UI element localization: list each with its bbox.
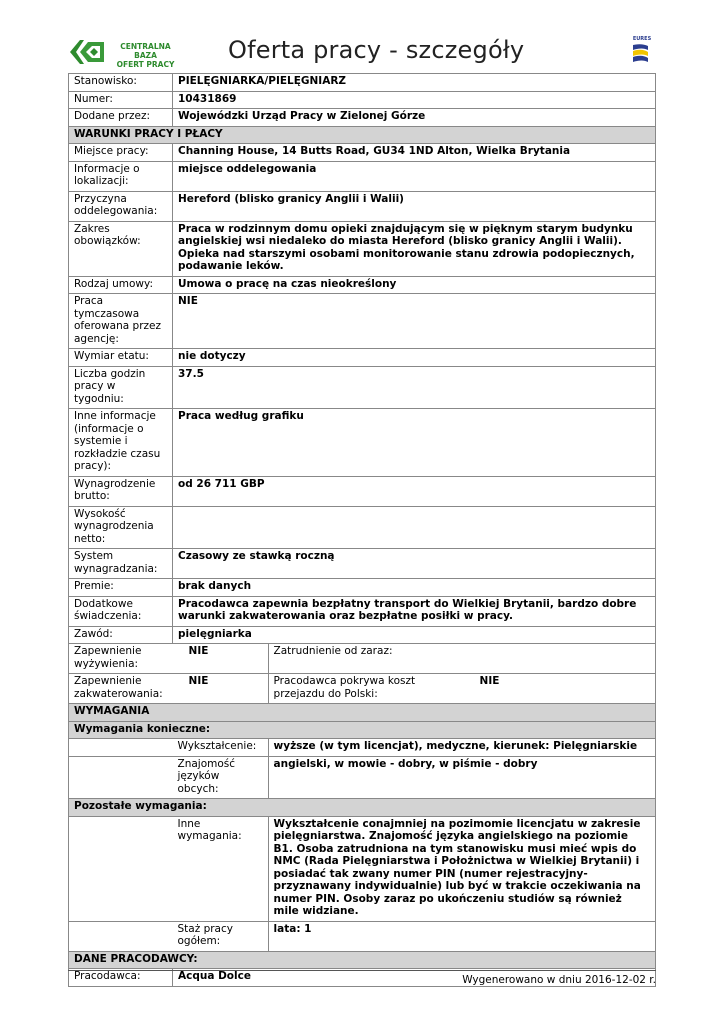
row-przyczyna bbox=[69, 191, 656, 221]
label-przyczyna: Przyczyna oddelegowania: bbox=[69, 191, 173, 221]
section-wymagania-title: WYMAGANIA bbox=[69, 704, 656, 722]
section-warunki bbox=[69, 126, 656, 144]
label-premie: Premie: bbox=[69, 579, 173, 597]
value-inne-info: Praca według grafiku bbox=[173, 409, 656, 477]
section-warunki-title: WARUNKI PRACY I PŁACY bbox=[69, 126, 656, 144]
value-jezyki: angielski, w mowie - dobry, w piśmie - dobry bbox=[268, 756, 655, 799]
value-miejsce: Channing House, 14 Butts Road, GU34 1ND Alton, Wielka Brytania bbox=[173, 144, 656, 162]
value-informacje-lok: miejsce oddelegowania bbox=[173, 161, 656, 191]
label-wymiar: Wymiar etatu: bbox=[69, 349, 173, 367]
label-zatrudnienie: Zatrudnienie od zaraz: bbox=[268, 644, 475, 674]
label-stanowisko: Stanowisko: bbox=[69, 74, 173, 92]
row-numer bbox=[69, 91, 656, 109]
row-inne-wym bbox=[69, 816, 656, 921]
value-stanowisko: PIELĘGNIARKA/PIELĘGNIARZ bbox=[173, 74, 656, 92]
row-dodane bbox=[69, 109, 656, 127]
section-pozostale bbox=[69, 799, 656, 817]
value-dodatkowe: Pracodawca zapewnia bezpłatny transport do Wielkiej Brytanii, bardzo dobre warunki zakwaterowania oraz bezpłatne posiłki w pracy. bbox=[173, 596, 656, 626]
cbop-logo bbox=[68, 38, 183, 69]
value-brutto: od 26 711 GBP bbox=[173, 476, 656, 506]
section-pozostale-title: Pozostałe wymagania: bbox=[69, 799, 656, 817]
label-zakwaterowanie: Zapewnienie zakwaterowania: bbox=[69, 674, 184, 704]
row-wyksztalcenie bbox=[69, 739, 656, 757]
section-wymagania bbox=[69, 704, 656, 722]
label-informacje-lok: Informacje o lokalizacji: bbox=[69, 161, 173, 191]
value-zakwaterowanie: NIE bbox=[184, 674, 269, 704]
eures-label: EURES bbox=[632, 36, 652, 42]
footer-generated: Wygenerowano w dniu 2016-12-02 r. bbox=[462, 974, 656, 986]
label-staz: Staż pracy ogółem: bbox=[173, 921, 269, 951]
section-konieczne bbox=[69, 721, 656, 739]
label-inne-wym: Inne wymagania: bbox=[173, 816, 269, 921]
row-inne-info bbox=[69, 409, 656, 477]
row-brutto bbox=[69, 476, 656, 506]
row-zakwaterowanie bbox=[69, 674, 656, 704]
offer-details-table bbox=[68, 73, 656, 987]
row-staz bbox=[69, 921, 656, 951]
label-numer: Numer: bbox=[69, 91, 173, 109]
label-zakres: Zakres obowiązków: bbox=[69, 221, 173, 276]
label-jezyki: Znajomość języków obcych: bbox=[173, 756, 269, 799]
indent-cell bbox=[69, 756, 173, 799]
row-jezyki bbox=[69, 756, 656, 799]
value-rodzaj: Umowa o pracę na czas nieokreślony bbox=[173, 276, 656, 294]
value-przyczyna: Hereford (blisko granicy Anglii i Walii) bbox=[173, 191, 656, 221]
value-dodane: Wojewódzki Urząd Pracy w Zielonej Górze bbox=[173, 109, 656, 127]
row-system bbox=[69, 549, 656, 579]
indent-cell bbox=[69, 739, 173, 757]
value-przejazd: NIE bbox=[475, 674, 656, 704]
indent-cell bbox=[69, 816, 173, 921]
row-godziny bbox=[69, 366, 656, 409]
logo-line1: CENTRALNA BAZA bbox=[120, 42, 171, 60]
row-netto bbox=[69, 506, 656, 549]
value-zatrudnienie bbox=[475, 644, 656, 674]
label-miejsce: Miejsce pracy: bbox=[69, 144, 173, 162]
label-godziny: Liczba godzin pracy w tygodniu: bbox=[69, 366, 173, 409]
label-system: System wynagradzania: bbox=[69, 549, 173, 579]
value-zakres: Praca w rodzinnym domu opieki znajdującym się w pięknym starym budynku angielskiej wsi niedaleko do miasta Hereford (blisko granicy Anglii i Walii). Opieka nad starszymi osobami monitorowanie stanu zdrowia podopiecznych, podawanie leków. bbox=[173, 221, 656, 276]
value-zawod: pielęgniarka bbox=[173, 626, 656, 644]
row-rodzaj bbox=[69, 276, 656, 294]
row-miejsce bbox=[69, 144, 656, 162]
eures-icon bbox=[630, 42, 654, 66]
row-zawod bbox=[69, 626, 656, 644]
row-zakres bbox=[69, 221, 656, 276]
label-wyksztalcenie: Wykształcenie: bbox=[173, 739, 269, 757]
row-wyzywienie bbox=[69, 644, 656, 674]
value-staz: lata: 1 bbox=[268, 921, 655, 951]
row-premie bbox=[69, 579, 656, 597]
label-rodzaj: Rodzaj umowy: bbox=[69, 276, 173, 294]
row-dodatkowe bbox=[69, 596, 656, 626]
page-title: Oferta pracy - szczegóły bbox=[228, 36, 525, 64]
label-przejazd: Pracodawca pokrywa koszt przejazdu do Polski: bbox=[268, 674, 475, 704]
value-premie: brak danych bbox=[173, 579, 656, 597]
label-dodatkowe: Dodatkowe świadczenia: bbox=[69, 596, 173, 626]
row-tymczasowa bbox=[69, 294, 656, 349]
value-godziny: 37.5 bbox=[173, 366, 656, 409]
label-dodane: Dodane przez: bbox=[69, 109, 173, 127]
row-stanowisko bbox=[69, 74, 656, 92]
cbop-logo-icon bbox=[68, 38, 106, 66]
label-zawod: Zawód: bbox=[69, 626, 173, 644]
row-wymiar bbox=[69, 349, 656, 367]
value-inne-wym: Wykształcenie conajmniej na pozimomie licencjatu w zakresie pielęgniarstwa. Znajomość języka angielskiego na poziomie B1. Osoba zatrudniona na tym stanowisku musi mieć wpis do NMC (Rada Pielęgniarstwa i Położnictwa w Wielkiej Brytanii) i posiadać tak zwany numer PIN (numer rejestracyjny-przyznawany indywidualnie) lub być w trakcie oczekiwania na numer PIN. Osoby zaraz po ukończeniu studiów są również mile widziane. bbox=[268, 816, 655, 921]
label-tymczasowa: Praca tymczasowa oferowana przez agencję: bbox=[69, 294, 173, 349]
label-brutto: Wynagrodzenie brutto: bbox=[69, 476, 173, 506]
page-header bbox=[68, 32, 656, 76]
section-konieczne-title: Wymagania konieczne: bbox=[69, 721, 656, 739]
label-wyzywienie: Zapewnienie wyżywienia: bbox=[69, 644, 184, 674]
value-system: Czasowy ze stawką roczną bbox=[173, 549, 656, 579]
value-pracodawca: Acqua Dolce bbox=[173, 969, 656, 987]
value-tymczasowa: NIE bbox=[173, 294, 656, 349]
value-netto bbox=[173, 506, 656, 549]
logo-line2: OFERT PRACY bbox=[116, 60, 175, 69]
eures-logo bbox=[630, 36, 654, 66]
footer-divider bbox=[68, 970, 656, 971]
label-netto: Wysokość wynagrodzenia netto: bbox=[69, 506, 173, 549]
value-wyzywienie: NIE bbox=[184, 644, 269, 674]
section-pracodawcy bbox=[69, 951, 656, 969]
row-informacje-lok bbox=[69, 161, 656, 191]
indent-cell bbox=[69, 921, 173, 951]
value-numer: 10431869 bbox=[173, 91, 656, 109]
label-pracodawca: Pracodawca: bbox=[69, 969, 173, 987]
value-wymiar: nie dotyczy bbox=[173, 349, 656, 367]
label-inne-info: Inne informacje (informacje o systemie i rozkładzie czasu pracy): bbox=[69, 409, 173, 477]
section-pracodawcy-title: DANE PRACODAWCY: bbox=[69, 951, 656, 969]
logo-text bbox=[108, 42, 183, 69]
value-wyksztalcenie: wyższe (w tym licencjat), medyczne, kierunek: Pielęgniarskie bbox=[268, 739, 655, 757]
